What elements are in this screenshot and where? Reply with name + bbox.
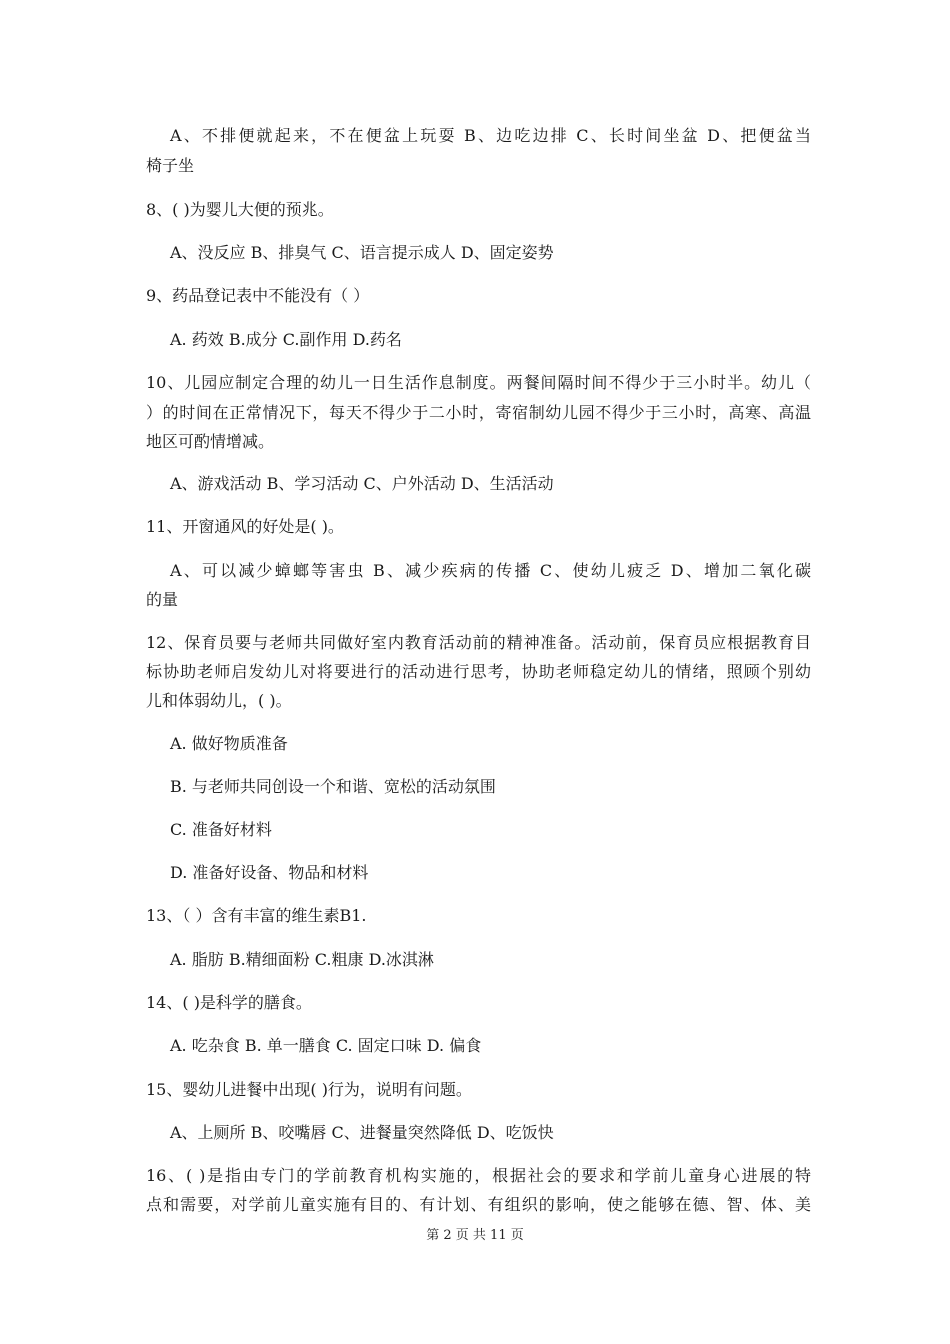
question-9: 9、药品登记表中不能没有（ ） xyxy=(146,286,370,305)
question-12-line-3: 儿和体弱幼儿，( )。 xyxy=(146,691,292,710)
q9-options: A. 药效 B.成分 C.副作用 D.药名 xyxy=(170,330,402,349)
q12-option-a: A. 做好物质准备 xyxy=(170,734,288,753)
q12-option-c: C. 准备好材料 xyxy=(170,820,272,839)
question-14: 14、( )是科学的膳食。 xyxy=(146,993,312,1012)
question-10-line-2: ）的时间在正常情况下，每天不得少于二小时，寄宿制幼儿园不得少于三小时，高寒、高温 xyxy=(146,403,811,422)
question-15: 15、婴幼儿进餐中出现( )行为，说明有问题。 xyxy=(146,1080,472,1099)
q11-options-line-2: 的量 xyxy=(146,590,179,609)
question-10-line-3: 地区可酌情增减。 xyxy=(146,432,275,451)
question-11: 11、开窗通风的好处是( )。 xyxy=(146,517,344,536)
q15-options: A、上厕所 B、咬嘴唇 C、进餐量突然降低 D、吃饭快 xyxy=(170,1123,554,1142)
q12-option-b: B. 与老师共同创设一个和谐、宽松的活动氛围 xyxy=(170,777,496,796)
q7-options-line-1: A、不排便就起来，不在便盆上玩耍 B、边吃边排 C、长时间坐盆 D、把便盆当 xyxy=(170,126,811,145)
q8-options: A、没反应 B、排臭气 C、语言提示成人 D、固定姿势 xyxy=(170,243,554,262)
q7-options-line-2: 椅子坐 xyxy=(146,156,195,175)
question-12-line-1: 12、保育员要与老师共同做好室内教育活动前的精神准备。活动前，保育员应根据教育目 xyxy=(146,633,811,652)
question-16-line-2: 点和需要，对学前儿童实施有目的、有计划、有组织的影响，使之能够在德、智、体、美 xyxy=(146,1195,811,1214)
question-13: 13、（ ）含有丰富的维生素B1. xyxy=(146,906,367,925)
q11-options-line-1: A、可以减少蟑螂等害虫 B、减少疾病的传播 C、使幼儿疲乏 D、增加二氧化碳 xyxy=(170,561,811,580)
question-8: 8、( )为婴儿大便的预兆。 xyxy=(146,200,334,219)
q10-options: A、游戏活动 B、学习活动 C、户外活动 D、生活活动 xyxy=(170,474,554,493)
q14-options: A. 吃杂食 B. 单一膳食 C. 固定口味 D. 偏食 xyxy=(170,1036,482,1055)
question-12-line-2: 标协助老师启发幼儿对将要进行的活动进行思考，协助老师稳定幼儿的情绪，照顾个别幼 xyxy=(146,662,811,681)
q13-options: A. 脂肪 B.精细面粉 C.粗康 D.冰淇淋 xyxy=(170,950,434,969)
question-16-line-1: 16、( )是指由专门的学前教育机构实施的，根据社会的要求和学前儿童身心进展的特 xyxy=(146,1166,811,1185)
q12-option-d: D. 准备好设备、物品和材料 xyxy=(170,863,369,882)
question-10-line-1: 10、儿园应制定合理的幼儿一日生活作息制度。两餐间隔时间不得少于三小时半。幼儿（ xyxy=(146,373,811,392)
page-footer: 第 2 页 共 11 页 xyxy=(426,1228,524,1243)
